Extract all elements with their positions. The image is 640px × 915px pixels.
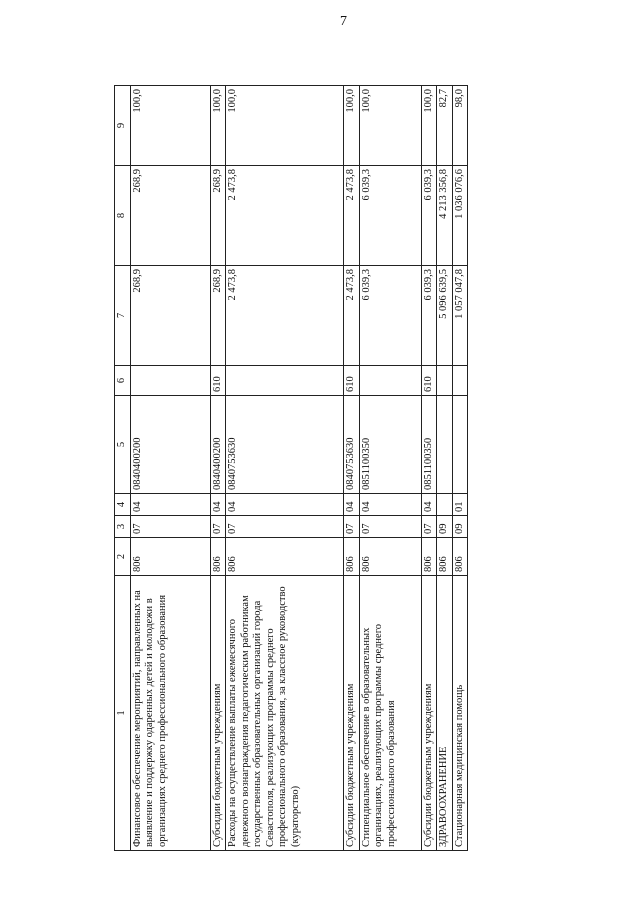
cell: 6 039,3	[359, 166, 421, 266]
cell: 01	[452, 494, 468, 516]
cell: 82,7	[437, 86, 453, 166]
cell: 0851100350	[421, 396, 437, 494]
cell	[359, 366, 421, 396]
cell: 98,0	[452, 86, 468, 166]
cell: 2 473,8	[226, 266, 344, 366]
cell: 6 039,3	[421, 166, 437, 266]
cell: 04	[130, 494, 210, 516]
header-cell: 3	[115, 516, 131, 538]
cell: 610	[421, 366, 437, 396]
cell: 09	[452, 516, 468, 538]
cell: 100,0	[359, 86, 421, 166]
cell: 806	[437, 538, 453, 576]
cell: 2 473,8	[226, 166, 344, 266]
header-cell: 8	[115, 166, 131, 266]
cell: 806	[452, 538, 468, 576]
cell: 07	[344, 516, 360, 538]
table-row	[344, 86, 360, 851]
cell: 09	[437, 516, 453, 538]
header-cell: 5	[115, 396, 131, 494]
cell: 100,0	[344, 86, 360, 166]
cell: 806	[344, 538, 360, 576]
cell: 100,0	[226, 86, 344, 166]
budget-table-rotated	[114, 86, 474, 851]
budget-table	[114, 85, 468, 851]
cell: 6 039,3	[359, 266, 421, 366]
cell: 4 213 356,8	[437, 166, 453, 266]
cell: 268,9	[130, 266, 210, 366]
cell: 0840400200	[130, 396, 210, 494]
cell: 2 473,8	[344, 266, 360, 366]
cell: 04	[421, 494, 437, 516]
cell: 268,9	[130, 166, 210, 266]
header-cell: 4	[115, 494, 131, 516]
row-description: Субсидии бюджетным учреждениям	[421, 576, 437, 851]
cell: 04	[226, 494, 344, 516]
cell: 1 036 076,6	[452, 166, 468, 266]
row-description: Расходы на осуществление выплаты ежемесячного денежного вознаграждения педагогическим работникам государственных образовательных организаций города Севастополя, реализующих программы среднего профессионального образования, за классное руководство (кураторство)	[226, 576, 344, 851]
cell	[437, 494, 453, 516]
cell: 6 039,3	[421, 266, 437, 366]
cell: 806	[210, 538, 226, 576]
cell: 806	[226, 538, 344, 576]
table-row	[421, 86, 437, 851]
page-number: 7	[340, 14, 347, 29]
cell: 0840753630	[344, 396, 360, 494]
cell: 07	[210, 516, 226, 538]
cell: 07	[359, 516, 421, 538]
cell	[452, 396, 468, 494]
table-row	[437, 86, 453, 851]
table-row	[452, 86, 468, 851]
cell: 806	[359, 538, 421, 576]
cell	[437, 366, 453, 396]
row-description: Субсидии бюджетным учреждениям	[344, 576, 360, 851]
row-description: Субсидии бюджетным учреждениям	[210, 576, 226, 851]
cell: 806	[130, 538, 210, 576]
cell: 806	[421, 538, 437, 576]
header-cell: 9	[115, 86, 131, 166]
cell: 100,0	[130, 86, 210, 166]
cell	[130, 366, 210, 396]
cell: 610	[344, 366, 360, 396]
header-cell: 1	[115, 576, 131, 851]
cell: 100,0	[421, 86, 437, 166]
row-description: ЗДРАВООХРАНЕНИЕ	[437, 576, 453, 851]
cell: 268,9	[210, 166, 226, 266]
table-row	[226, 86, 344, 851]
cell: 04	[359, 494, 421, 516]
cell	[452, 366, 468, 396]
cell: 04	[210, 494, 226, 516]
cell: 268,9	[210, 266, 226, 366]
cell: 07	[421, 516, 437, 538]
cell	[437, 396, 453, 494]
cell: 610	[210, 366, 226, 396]
table-header-row	[115, 86, 131, 851]
table-row	[359, 86, 421, 851]
header-cell: 6	[115, 366, 131, 396]
cell: 0851100350	[359, 396, 421, 494]
row-description: Стационарная медицинская помощь	[452, 576, 468, 851]
cell	[226, 366, 344, 396]
cell: 0840753630	[226, 396, 344, 494]
cell: 07	[130, 516, 210, 538]
cell: 07	[226, 516, 344, 538]
row-description: Стипендиальное обеспечение в образовательных организациях, реализующих программы среднего профессионального образования	[359, 576, 421, 851]
cell: 5 096 639,5	[437, 266, 453, 366]
row-description: Финансовое обеспечение мероприятий, направленных на выявление и поддержку одаренных детей и молодежи в организациях среднего профессионального образования	[130, 576, 210, 851]
cell: 1 057 047,8	[452, 266, 468, 366]
cell: 100,0	[210, 86, 226, 166]
header-cell: 2	[115, 538, 131, 576]
table-row	[130, 86, 210, 851]
header-cell: 7	[115, 266, 131, 366]
cell: 0840400200	[210, 396, 226, 494]
cell: 04	[344, 494, 360, 516]
cell: 2 473,8	[344, 166, 360, 266]
table-row	[210, 86, 226, 851]
